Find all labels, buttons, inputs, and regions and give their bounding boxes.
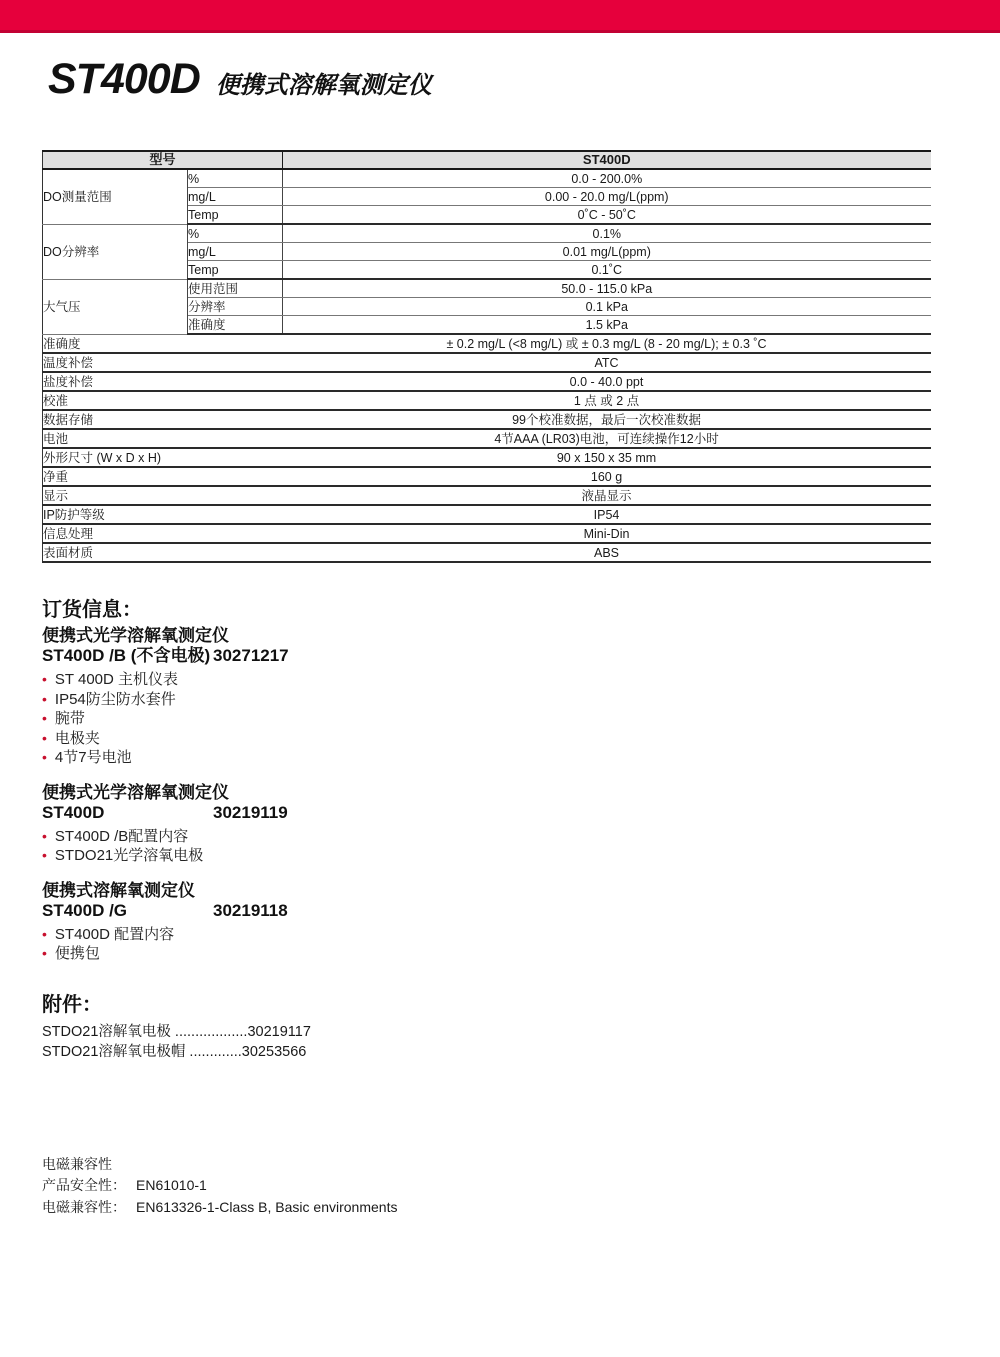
- compliance-label: 电磁兼容性：: [42, 1198, 126, 1215]
- spec-group-label: DO分辨率: [43, 224, 188, 279]
- spec-row-label: 准确度: [43, 334, 283, 353]
- bullet-icon: •: [42, 925, 47, 942]
- spec-table: [42, 150, 931, 563]
- bullet-icon: •: [42, 749, 47, 765]
- spec-value: 0.0 - 40.0 ppt: [283, 372, 931, 391]
- order-group-title: 便携式光学溶解氧测定仪: [42, 782, 229, 802]
- order-model: ST400D: [42, 802, 105, 822]
- order-item-text: IP54防尘防水套件: [54, 690, 176, 708]
- accessory-line: STDO21溶解氧电极帽 .............30253566: [42, 1043, 307, 1060]
- spec-value: IP54: [283, 505, 931, 524]
- spec-group-row: [43, 169, 931, 188]
- spec-row-label: 校准: [43, 391, 283, 410]
- order-item: [42, 925, 462, 945]
- spec-simple-row: [43, 353, 931, 372]
- spec-value: 0.0 - 200.0%: [283, 169, 931, 188]
- ordering-section: [42, 599, 462, 964]
- order-code: 30219118: [213, 900, 288, 920]
- spec-group-label: 大气压: [43, 279, 188, 334]
- spec-row-label: 净重: [43, 467, 283, 486]
- order-model-row: [42, 901, 462, 921]
- order-item: [42, 709, 462, 729]
- order-item-text: ST400D 配置内容: [54, 925, 175, 943]
- bullet-icon: •: [42, 729, 47, 746]
- order-model-row: [42, 646, 462, 666]
- spec-row-label: 外形尺寸 (W x D x H): [43, 448, 283, 467]
- spec-value: 50.0 - 115.0 kPa: [283, 279, 931, 298]
- order-items: [42, 925, 462, 964]
- spec-value: 0.1%: [283, 224, 931, 243]
- accessories-heading: 附件：: [42, 993, 102, 1016]
- top-red-banner: [0, 0, 1000, 33]
- order-group: [42, 783, 462, 866]
- spec-sub-label: %: [188, 224, 283, 243]
- bullet-icon: •: [42, 710, 47, 726]
- order-code: 30271217: [213, 646, 289, 665]
- bullet-icon: •: [42, 690, 47, 707]
- order-model: ST400D /B (不含电极): [42, 646, 211, 665]
- order-item-text: 便携包: [54, 945, 100, 962]
- spec-value: ± 0.2 mg/L (<8 mg/L) 或 ± 0.3 mg/L (8 - 20 mg/L); ± 0.3 ˚C: [283, 334, 931, 353]
- compliance-value: EN613326-1-Class B, Basic environments: [136, 1198, 398, 1215]
- order-group-title: 便携式光学溶解氧测定仪: [42, 626, 229, 645]
- spec-sub-label: mg/L: [188, 188, 283, 206]
- spec-value: 0˚C - 50˚C: [283, 206, 931, 225]
- order-item: [42, 944, 462, 964]
- spec-value: 90 x 150 x 35 mm: [283, 448, 931, 467]
- spec-simple-row: [43, 505, 931, 524]
- spec-simple-row: [43, 429, 931, 448]
- order-items: [42, 827, 462, 866]
- spec-value: Mini-Din: [283, 524, 931, 543]
- compliance-label: 产品安全性：: [42, 1177, 126, 1193]
- bullet-icon: •: [42, 945, 47, 961]
- spec-value: 4节AAA (LR03)电池，可连续操作12小时: [283, 429, 931, 448]
- order-group: [42, 881, 462, 964]
- order-model-row: [42, 803, 462, 823]
- product-subtitle: 便携式溶解氧测定仪: [215, 72, 432, 99]
- spec-group-row: [43, 224, 931, 243]
- compliance-section: [42, 1154, 1000, 1219]
- spec-value: 0.01 mg/L(ppm): [283, 243, 931, 261]
- spec-sub-label: Temp: [188, 206, 283, 225]
- spec-table-header-row: [43, 151, 931, 169]
- spec-simple-row: [43, 524, 931, 543]
- order-item-text: 4节7号电池: [54, 749, 132, 766]
- spec-simple-row: [43, 543, 931, 562]
- spec-header-model-value: ST400D: [283, 151, 931, 169]
- order-item-text: STDO21光学溶氧电极: [54, 847, 204, 864]
- compliance-line: [42, 1175, 1000, 1197]
- spec-simple-row: [43, 467, 931, 486]
- spec-simple-row: [43, 486, 931, 505]
- spec-row-label: 数据存储: [43, 410, 283, 429]
- spec-sub-label: 使用范围: [188, 279, 283, 298]
- ordering-heading: 订货信息：: [42, 599, 142, 621]
- order-item-text: 腕带: [54, 710, 85, 727]
- accessories-section: [42, 994, 1000, 1062]
- spec-value: 0.1 kPa: [283, 298, 931, 316]
- order-item: [42, 690, 462, 710]
- order-group: [42, 626, 462, 768]
- spec-group-label: DO测量范围: [43, 169, 188, 224]
- spec-simple-row: [43, 448, 931, 467]
- order-item-text: ST400D /B配置内容: [54, 827, 189, 845]
- spec-value: 99个校准数据，最后一次校准数据: [283, 410, 931, 429]
- order-items: [42, 670, 462, 768]
- spec-sub-label: 准确度: [188, 316, 283, 335]
- bullet-icon: •: [42, 671, 47, 687]
- spec-sub-label: Temp: [188, 261, 283, 280]
- spec-simple-row: [43, 372, 931, 391]
- spec-sub-label: mg/L: [188, 243, 283, 261]
- spec-row-label: 电池: [43, 429, 283, 448]
- spec-row-label: 表面材质: [43, 543, 283, 562]
- order-item: [42, 670, 462, 690]
- spec-row-label: 显示: [43, 486, 283, 505]
- spec-header-model-label: 型号: [43, 151, 283, 169]
- spec-row-label: 盐度补偿: [43, 372, 283, 391]
- spec-value: ABS: [283, 543, 931, 562]
- page-title: [48, 55, 1000, 104]
- compliance-value: EN61010-1: [136, 1177, 207, 1193]
- order-item: [42, 748, 462, 768]
- spec-simple-row: [43, 391, 931, 410]
- compliance-line: [42, 1197, 1000, 1219]
- order-item: [42, 827, 462, 847]
- spec-value: 1 点 或 2 点: [283, 391, 931, 410]
- order-group-title: 便携式溶解氧测定仪: [42, 880, 195, 900]
- spec-sub-label: 分辨率: [188, 298, 283, 316]
- spec-row-label: 信息处理: [43, 524, 283, 543]
- order-item: [42, 846, 462, 866]
- spec-value: 液晶显示: [283, 486, 931, 505]
- order-item: [42, 729, 462, 749]
- order-item-text: 电极夹: [54, 729, 100, 747]
- spec-simple-row: [43, 410, 931, 429]
- spec-row-label: IP防护等级: [43, 505, 283, 524]
- order-code: 30219119: [213, 802, 288, 822]
- spec-simple-row: [43, 334, 931, 353]
- product-model-title: ST400D: [48, 55, 200, 103]
- bullet-icon: •: [42, 827, 47, 844]
- spec-value: 160 g: [283, 467, 931, 486]
- spec-group-row: [43, 279, 931, 298]
- order-item-text: ST 400D 主机仪表: [54, 671, 178, 688]
- spec-sub-label: %: [188, 169, 283, 188]
- bullet-icon: •: [42, 847, 47, 863]
- spec-value: 1.5 kPa: [283, 316, 931, 335]
- order-model: ST400D /G: [42, 900, 128, 920]
- compliance-title: 电磁兼容性: [42, 1155, 112, 1172]
- accessory-line: STDO21溶解氧电极 ..................30219117: [42, 1023, 311, 1040]
- spec-value: ATC: [283, 353, 931, 372]
- spec-value: 0.1˚C: [283, 261, 931, 280]
- spec-row-label: 温度补偿: [43, 353, 283, 372]
- spec-value: 0.00 - 20.0 mg/L(ppm): [283, 188, 931, 206]
